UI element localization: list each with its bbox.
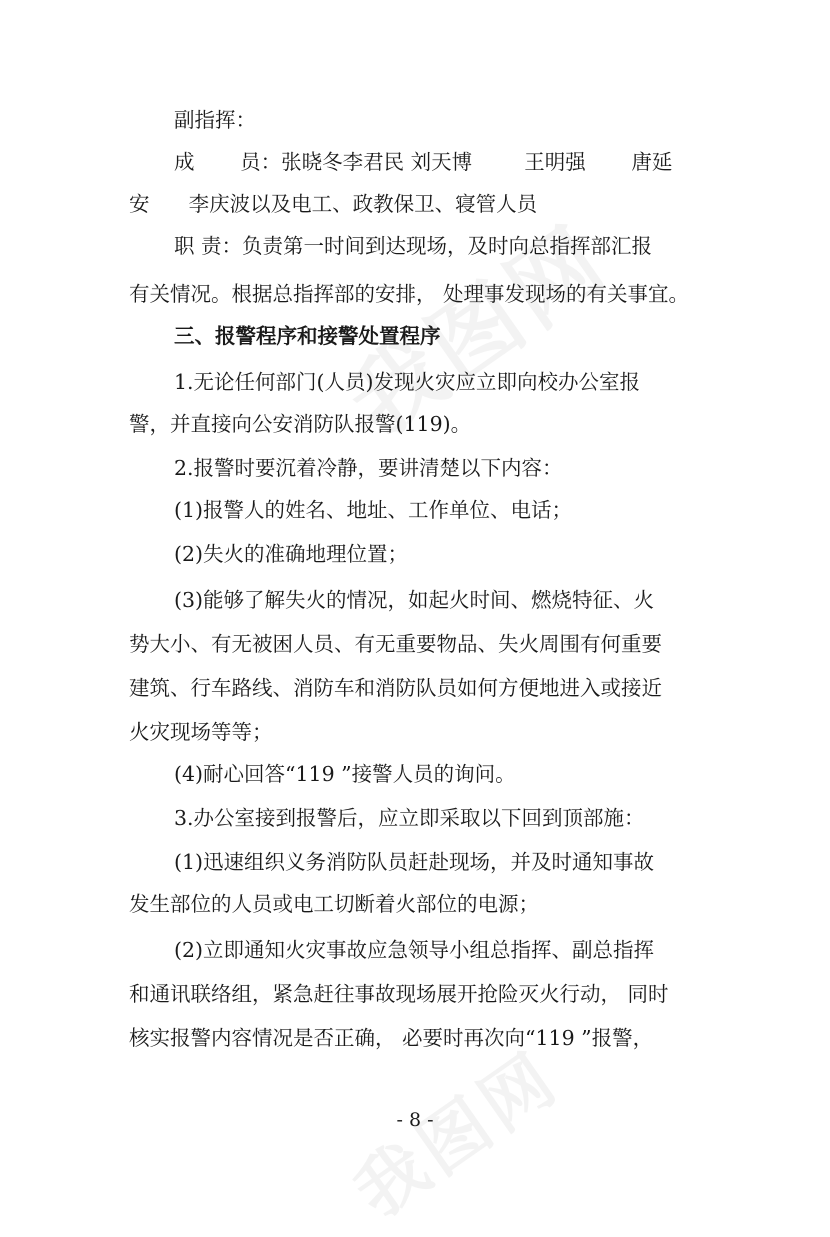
text-line: 1.无论任何部门(人员)发现火灾应立即向校办公室报 [174,370,641,394]
text-line: 成 员：张晓冬李君民 刘天博 王明强 唐延 [174,150,673,174]
text-line: (1)报警人的姓名、地址、工作单位、电话； [174,498,573,522]
text-line: 2.报警时要沉着冷静，要讲清楚以下内容： [174,456,563,480]
text-line: (3)能够了解失火的情况，如起火时间、燃烧特征、火 [174,588,655,612]
text-line: (1)迅速组织义务消防队员赶赴现场，并及时通知事故 [174,850,655,874]
text-line: 建筑、行车路线、消防车和消防队员如何方便地进入或接近 [129,676,662,700]
text-line: 发生部位的人员或电工切断着火部位的电源； [129,892,539,916]
text-line: 和通讯联络组，紧急赶往事故现场展开抢险灭火行动， 同时 [129,982,669,1006]
text-line: 职 责：负责第一时间到达现场，及时向总指挥部汇报 [174,234,653,258]
page-number: - 8 - [396,1109,434,1131]
text-line: 安 李庆波以及电工、政教保卫、寝管人员 [129,192,538,216]
section-heading: 三、报警程序和接警处置程序 [174,324,441,348]
text-line: 有关情况。根据总指挥部的安排， 处理事发现场的有关事宜。 [129,282,690,306]
text-line: 势大小、有无被困人员、有无重要物品、失火周围有何重要 [129,632,662,656]
text-line: 3.办公室接到报警后，应立即采取以下回到顶部施： [174,806,645,830]
text-line: (2)失火的准确地理位置； [174,542,409,566]
text-line: 核实报警内容情况是否正确， 必要时再次向“119 ”报警， [129,1026,654,1050]
text-line: 警，并直接向公安消防队报警(119)。 [129,412,472,436]
text-line: (2)立即通知火灾事故应急领导小组总指挥、副总指挥 [174,938,655,962]
text-line: 火灾现场等等； [129,720,273,744]
text-line: (4)耐心回答“119 ”接警人员的询问。 [174,762,516,786]
text-line: 副指挥： [174,108,256,132]
